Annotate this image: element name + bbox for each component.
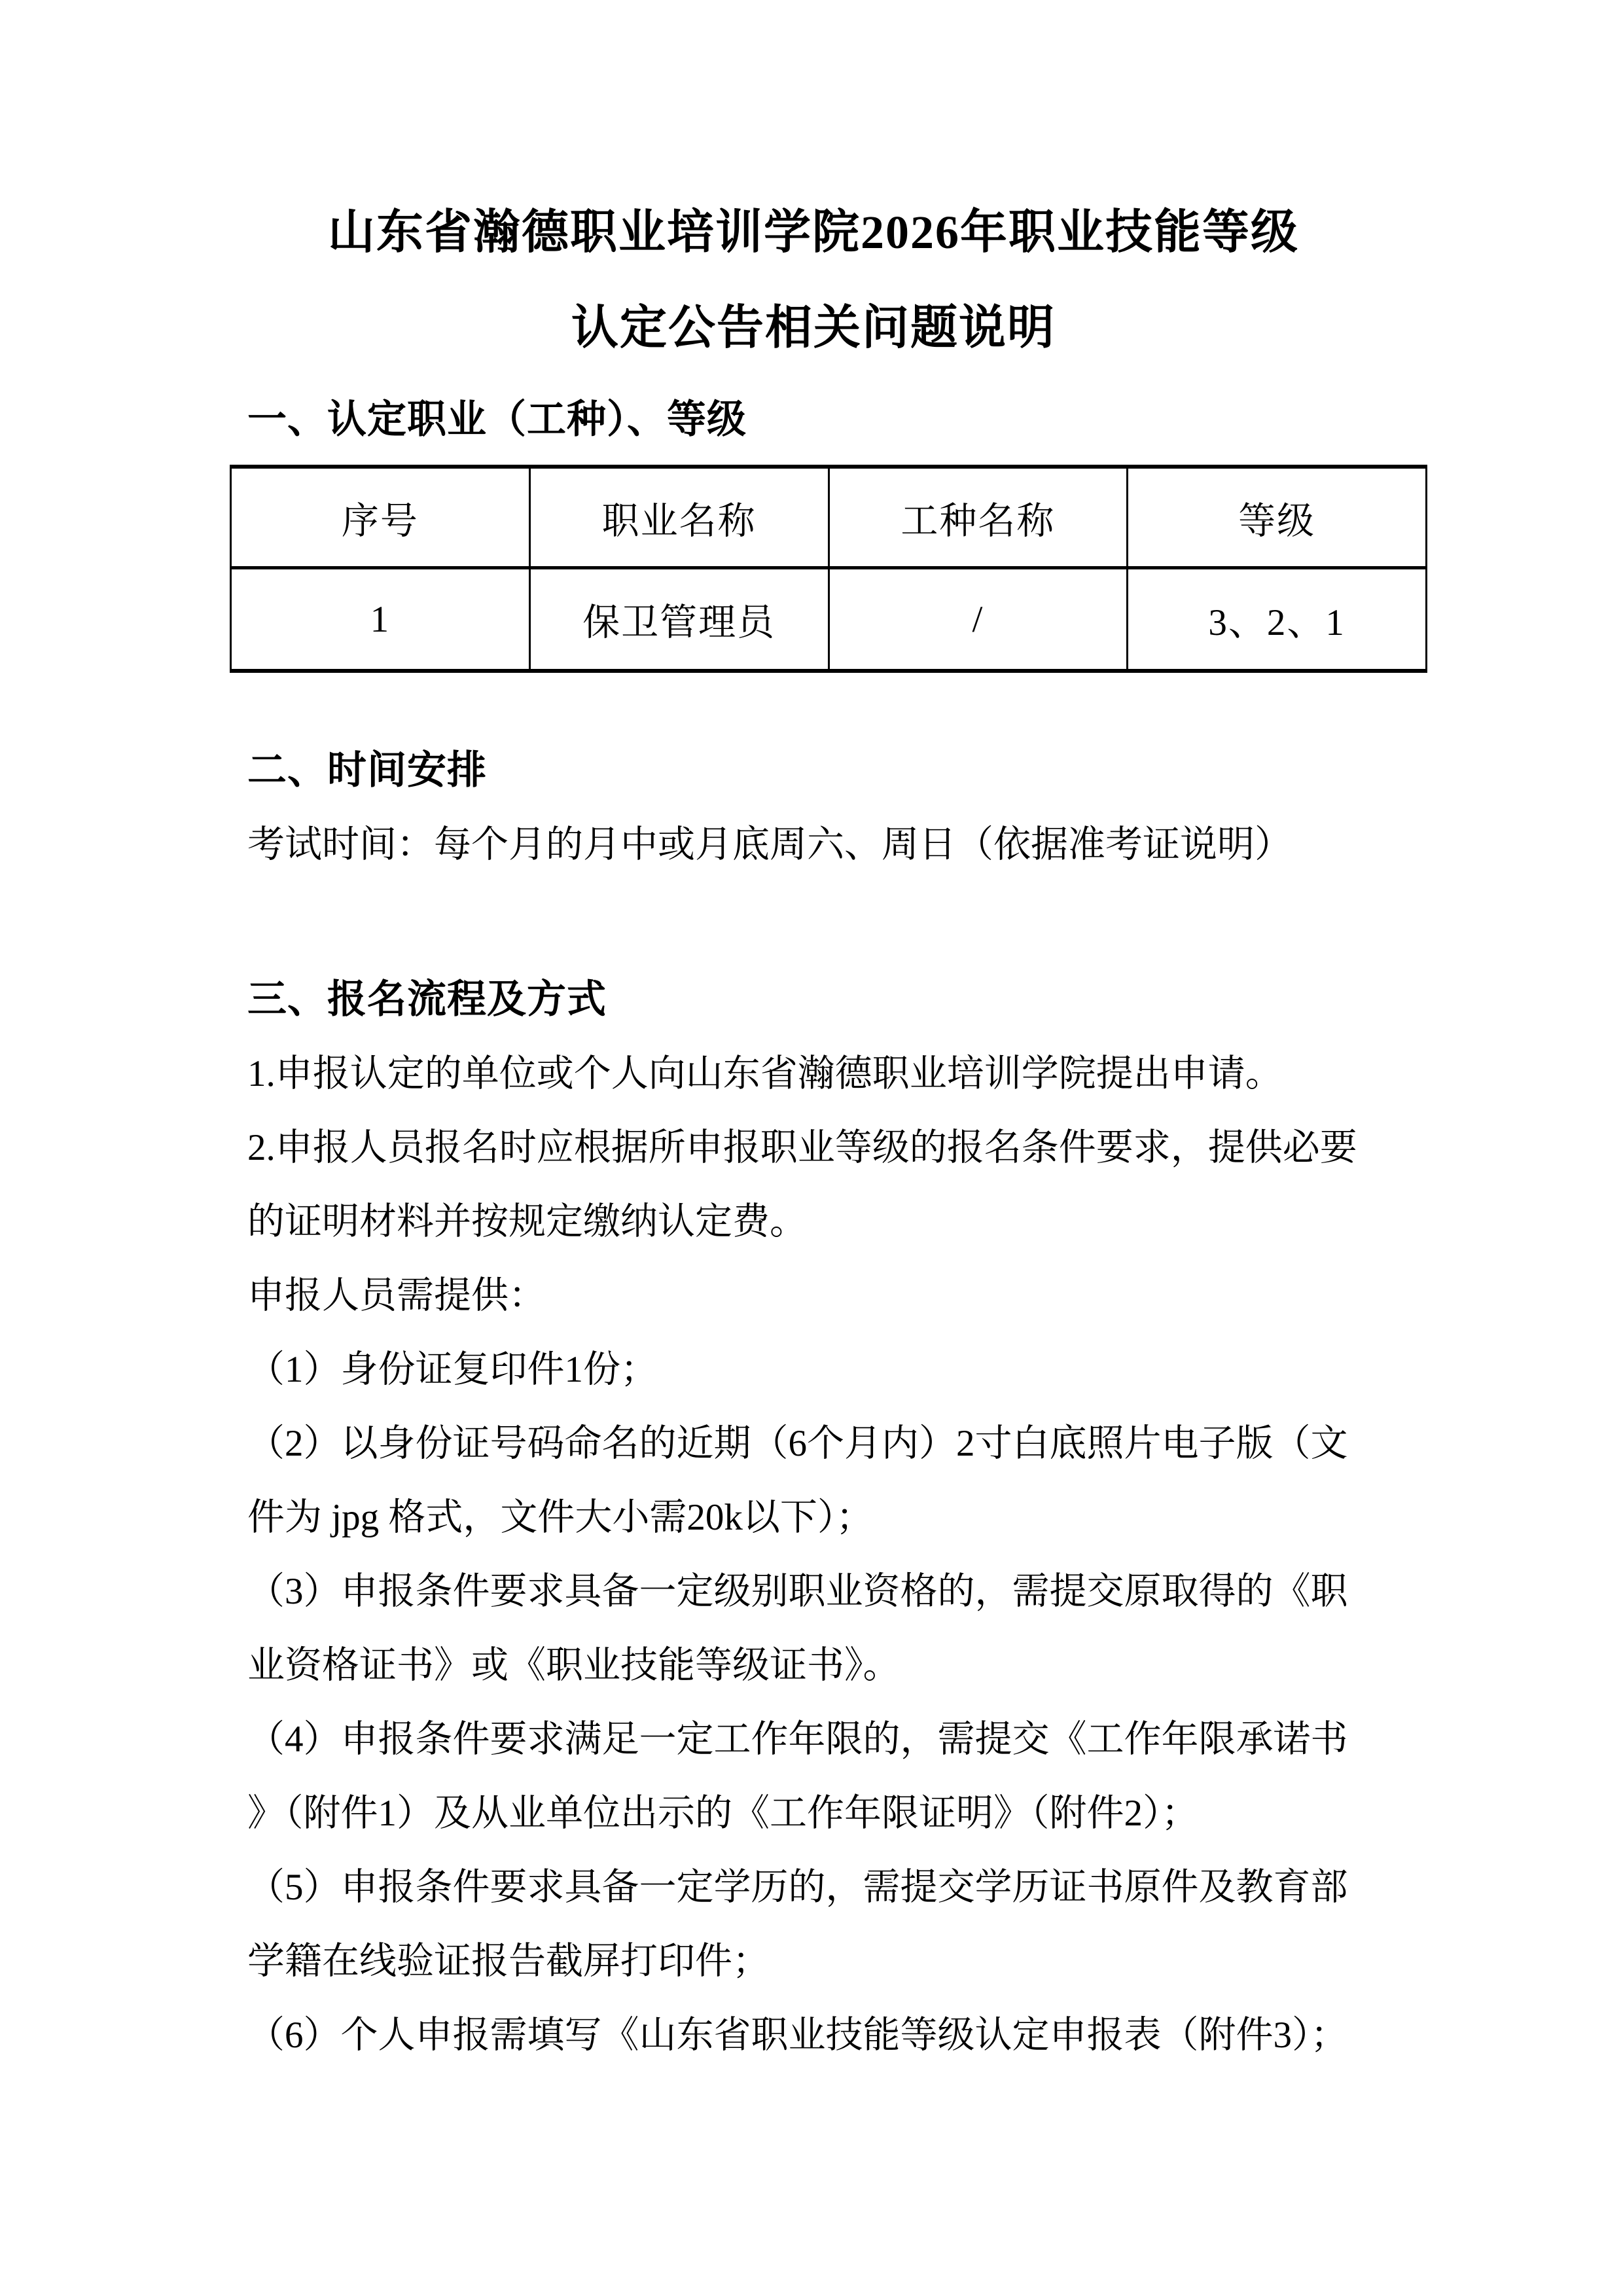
section-three-heading: 三、报名流程及方式 [247,978,607,1021]
body-line-8: （3）申报条件要求具备一定级别职业资格的，需提交原取得的《职 [247,1571,1348,1612]
body-line-9: 业资格证书》或《职业技能等级证书》。 [247,1645,901,1686]
header-cell-occupation-name: 职业名称 [529,467,829,568]
header-cell-level: 等级 [1128,467,1427,568]
cell-worktype-name: / [829,568,1128,672]
occupations-table [230,465,1427,673]
body-line-2: 2.申报人员报名时应根据所申报职业等级的报名条件要求，提供必要 [247,1127,1357,1168]
section-three-body [247,1037,1380,2072]
cell-occupation-name: 保卫管理员 [529,568,829,672]
body-line-11: 》（附件1）及从业单位出示的《工作年限证明》（附件2）； [247,1793,1199,1834]
body-line-13: 学籍在线验证报告截屏打印件； [247,1941,770,1982]
body-line-7: 件为 jpg 格式，文件大小需20k以下）； [247,1497,874,1538]
table-row [231,568,1427,672]
body-line-3: 的证明材料并按规定缴纳认定费。 [247,1201,807,1242]
body-line-12: （5）申报条件要求具备一定学历的，需提交学历证书原件及教育部 [247,1867,1348,1908]
occupations-table-head [231,467,1427,568]
exam-time-line: 考试时间：每个月的月中或月底周六、周日（依据准考证说明） [247,824,1292,865]
table-header-row [231,467,1427,568]
header-cell-worktype-name: 工种名称 [829,467,1128,568]
cell-level: 3、2、1 [1128,568,1427,672]
document-title [247,185,1380,376]
title-line-1: 山东省瀚德职业培训学院2026年职业技能等级 [327,206,1299,259]
body-line-10: （4）申报条件要求满足一定工作年限的，需提交《工作年限承诺书 [247,1719,1348,1760]
body-line-6: （2）以身份证号码命名的近期（6个月内）2寸白底照片电子版（文 [247,1423,1348,1464]
body-line-14: （6）个人申报需填写《山东省职业技能等级认定申报表（附件3）； [247,2015,1348,2056]
section-two-heading: 二、时间安排 [247,749,487,792]
section-one-heading: 一、认定职业（工种）、等级 [247,398,747,441]
header-cell-serial-number: 序号 [231,467,530,568]
title-line-2: 认定公告相关问题说明 [571,302,1056,354]
body-line-1: 1.申报认定的单位或个人向山东省瀚德职业培训学院提出申请。 [247,1053,1283,1094]
body-line-4: 申报人员需提供： [247,1275,546,1316]
occupations-table-body [231,568,1427,672]
body-line-5: （1）身份证复印件1份； [247,1349,658,1390]
cell-serial-number: 1 [231,568,530,672]
